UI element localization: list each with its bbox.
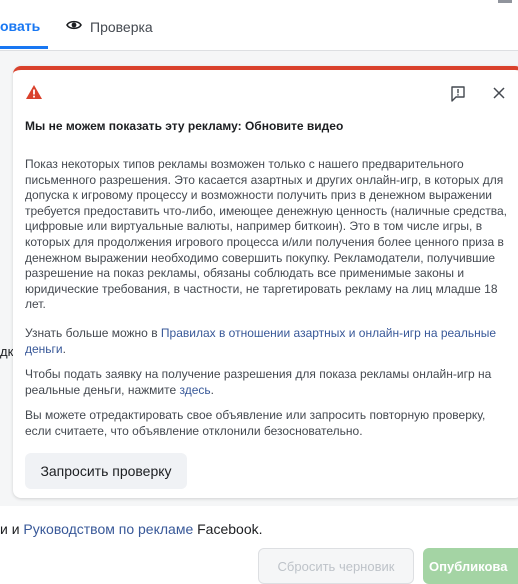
gambling-policy-link[interactable]: Правилах в отношении азартных и онлайн-игр на реальные деньги xyxy=(25,326,497,356)
tab-edit[interactable]: овать xyxy=(0,18,41,34)
window-corner-mark xyxy=(498,0,512,3)
card-title: Мы не можем показать эту рекламу: Обновите видео xyxy=(25,119,344,133)
tab-review[interactable] xyxy=(66,17,153,36)
request-review-button[interactable]: Запросить проверку xyxy=(25,453,187,489)
close-icon[interactable] xyxy=(490,84,508,102)
flag-icon[interactable] xyxy=(450,86,466,107)
tab-review-label: Проверка xyxy=(90,18,153,35)
active-tab-indicator xyxy=(0,46,48,49)
reset-draft-button[interactable]: Сбросить черновик xyxy=(258,548,414,584)
edit-or-review-paragraph: Вы можете отредактировать свое объявление или запросить повторную проверку, если считаете, что объявление отклонили безосновательно. xyxy=(25,408,486,438)
warning-triangle-icon xyxy=(25,84,43,105)
apply-here-link[interactable]: здесь xyxy=(179,382,211,397)
policy-paragraph: Показ некоторых типов рекламы возможен только с нашего предварительного письменного разрешения. Это касается азартных и других онлайн-игр, в которых для допуска к игровому процессу и возможности получить приз в денежном выражении требуется предоставить что-либо, имеющее денежную ценность (наличные средства, цифровые или виртуальные валюты, например биткоин). Это в том числе игры, в которых для продолжения игрового процесса и/или получения более ценного приза в денежном выражении необходимо совершить покупку. Рекламодатели, получившие разрешение на показ рекламы, обязаны соблюдать все применимые законы и юридические требования, в частности, не таргетировать рекламу на лиц младше 18 лет. xyxy=(25,157,507,312)
ad-rejection-card xyxy=(13,66,518,498)
apply-permission-paragraph: Чтобы подать заявку на получение разрешения для показа рекламы онлайн-игр на реальные деньги, нажмите здесь. xyxy=(25,367,492,397)
footer-policy-text: и и Руководством по рекламе Facebook. xyxy=(0,521,263,537)
top-tab-bar xyxy=(0,0,518,51)
eye-icon xyxy=(66,17,82,36)
sidebar-text-fragment: дк xyxy=(0,344,14,359)
learn-more-paragraph: Узнать больше можно в Правилах в отношении азартных и онлайн-игр на реальные деньги. xyxy=(25,326,497,356)
ad-guidelines-link[interactable]: Руководством по рекламе xyxy=(23,521,194,537)
publish-button[interactable]: Опубликова xyxy=(423,548,518,584)
